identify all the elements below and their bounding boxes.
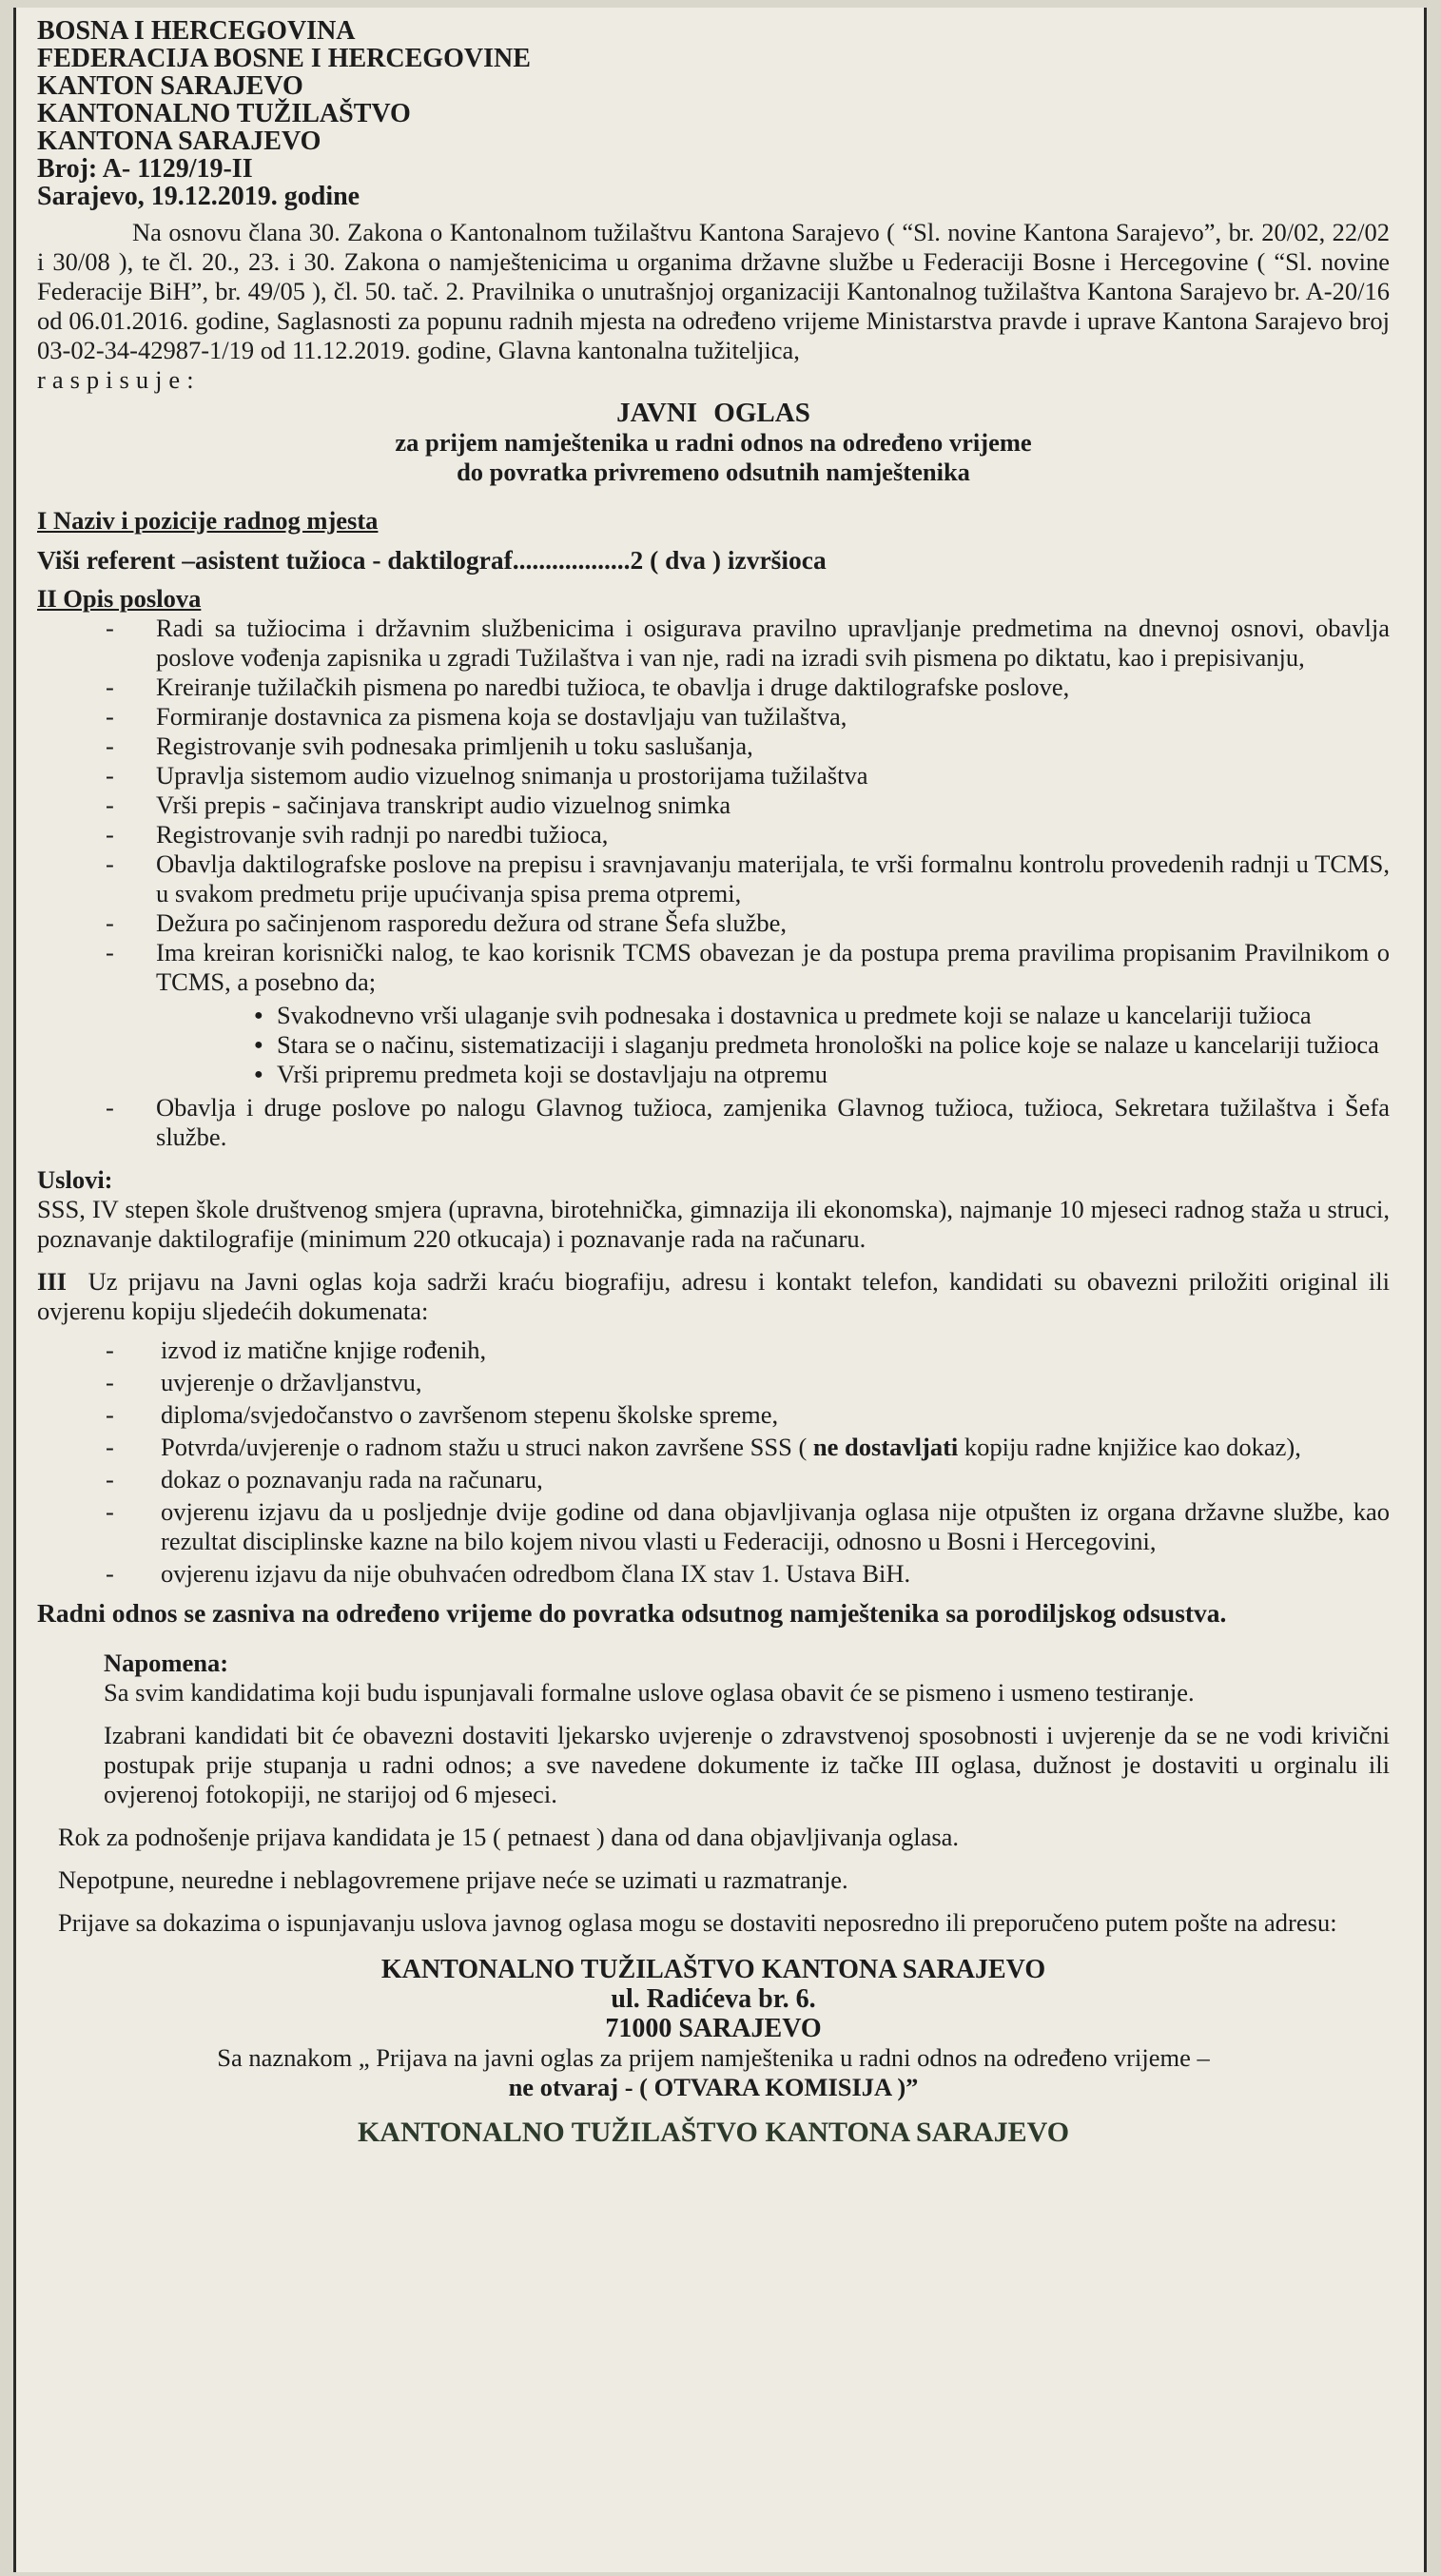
list-item: - izvod iz matične knjige rođenih, <box>37 1336 1390 1365</box>
incomplete-notice: Nepotpune, neuredne i neblagovremene prijave neće se uzimati u razmatranje. <box>58 1865 848 1894</box>
header-federation: FEDERACIJA BOSNE I HERCEGOVINE <box>37 44 531 73</box>
list-item: - Registrovanje svih podnesaka primljenih u toku saslušanja, <box>37 732 1390 761</box>
mailing-address <box>37 1955 1390 2043</box>
address-line-3: 71000 SARAJEVO <box>605 2014 822 2043</box>
list-item: - Upravlja sistemom audio vizuelnog snimanja u prostorijama tužilaštva <box>37 761 1390 790</box>
address-line-2: ul. Radićeva br. 6. <box>611 1984 816 2014</box>
header-country: BOSNA I HERCEGOVINA <box>37 16 356 46</box>
header-canton: KANTON SARAJEVO <box>37 71 303 101</box>
tcms-bullet-list <box>37 1001 1390 1089</box>
list-item: - Registrovanje svih radnji po naredbi tužioca, <box>37 820 1390 849</box>
list-item: - ovjerenu izjavu da nije obuhvaćen odredbom člana IX stav 1. Ustava BiH. <box>37 1559 1390 1589</box>
address-line-1: KANTONALNO TUŽILAŠTVO KANTONA SARAJEVO <box>380 1955 1046 1984</box>
document-date: Sarajevo, 19.12.2019. godine <box>37 182 360 211</box>
envelope-marking-line-2: ne otvaraj - ( OTVARA KOMISIJA )” <box>508 2073 919 2101</box>
notice-title-main: JAVNI OGLAS <box>616 398 810 428</box>
notice-title <box>37 399 1390 487</box>
raspisuje: raspisuje: <box>37 365 201 394</box>
document-number: Broj: A- 1129/19-II <box>37 154 253 184</box>
list-item: ● Vrši pripremu predmeta koji se dostavljaju na otpremu <box>37 1060 1390 1089</box>
section-3-intro: III Uz prijavu na Javni oglas koja sadrži kraću biografiju, adresu i kontakt telefon, kandidati su obavezni priložiti original ili ovjerenu kopiju sljedećih dokumenata: <box>37 1267 1390 1325</box>
list-item: - Radi sa tužiocima i državnim službenicima i osigurava pravilno upravljanje predmetima na dnevnoj osnovi, obavlja poslove vođenja zapisnika u zgradi Tužilaštva i van nje, radi na izradi svih pismena po diktatu, kao i prepisivanju, <box>37 614 1390 673</box>
duties-list <box>37 614 1390 997</box>
duties-list-last <box>37 1093 1390 1152</box>
envelope-marking-line-1: Sa naznakom „ Prijava na javni oglas za prijem namještenika u radni odnos na određeno vrijeme – <box>217 2043 1210 2072</box>
list-item: - Dežura po sačinjenom rasporedu dežura od strane Šefa službe, <box>37 908 1390 938</box>
napomena-block <box>37 1649 1390 1809</box>
napomena-heading: Napomena: <box>104 1649 229 1677</box>
footer-office-name: KANTONALNO TUŽILAŠTVO KANTONA SARAJEVO <box>357 2117 1070 2148</box>
document-header <box>37 17 1390 210</box>
list-item: - Obavlja daktilografske poslove na prepisu i sravnjavanju materijala, te vrši formalnu kontrolu provedenih radnji u TCMS, u svakom predmetu prije upućivanja spisa prema otpremi, <box>37 849 1390 908</box>
napomena-testing: Sa svim kandidatima koji budu ispunjavali formalne uslove oglasa obavit će se pismeno i usmeno testiranje. <box>104 1678 1195 1707</box>
list-item: - Kreiranje tužilačkih pismena po naredbi tužioca, te obavlja i druge daktilografske poslove, <box>37 673 1390 702</box>
header-office-canton: KANTONA SARAJEVO <box>37 127 321 156</box>
intro-paragraph: Na osnovu člana 30. Zakona o Kantonalnom tužilaštvu Kantona Sarajevo ( “Sl. novine Kantona Sarajevo”, br. 20/02, 22/02 i 30/08 ), te čl. 20., 23. i 30. Zakona o namještenicima u organima državne službe u Federaciji Bosne i Hercegovine ( “Sl. novine Federacije BiH”, br. 49/05 ), čl. 50. tač. 2. Pravilnika o unutrašnjoj organizaciji Kantonalnog tužilaštva Kantona Sarajevo br. A-20/16 od 06.01.2016. godine, Saglasnosti za popunu radnih mjesta na određeno vrijeme Ministarstva pravde i uprave Kantona Sarajevo broj 03-02-34-42987-1/19 od 11.12.2019. godine, Glavna kantonalna tužiteljica, <box>37 218 1390 364</box>
list-item: - ovjerenu izjavu da u posljednje dvije godine od dana objavljivanja oglasa nije otpušten iz organa državne službe, kao rezultat disciplinske kazne na bilo kojem nivou vlasti u Federaciji, odnosno u Bosni i Hercegovini, <box>37 1497 1390 1556</box>
list-item: - dokaz o poznavanju rada na računaru, <box>37 1465 1390 1494</box>
notice-subtitle-2: do povratka privremeno odsutnih namještenika <box>457 458 970 486</box>
uslovi-text: SSS, IV stepen škole društvenog smjera (upravna, birotehnička, gimnazija ili ekonomska), najmanje 10 mjeseci radnog staža u struci, poznavanje daktilografije (minimum 220 otkucaja) i poznavanje rada na računaru. <box>37 1195 1390 1253</box>
list-item: - Formiranje dostavnica za pismena koja se dostavljaju van tužilaštva, <box>37 702 1390 732</box>
section-1-heading: I Naziv i pozicije radnog mjesta <box>37 506 379 535</box>
closing-block <box>37 1823 1390 1938</box>
submission-text: Prijave sa dokazima o ispunjavanju uslova javnog oglasa mogu se dostaviti neposredno ili preporučeno putem pošte na adresu: <box>58 1908 1337 1937</box>
employment-terms: Radni odnos se zasniva na određeno vrijeme do povratka odsutnog namještenika sa porodiljskog odsustva. <box>37 1598 1227 1628</box>
list-item: - diploma/svjedočanstvo o završenom stepenu školske spreme, <box>37 1400 1390 1430</box>
napomena-documents: Izabrani kandidati bit će obavezni dostaviti ljekarsko uvjerenje o zdravstvenoj sposobnosti i uvjerenje da se ne vodi krivični postupak prije stupanja u radni odnos; a sve navedene dokumente iz tačke III oglasa, dužnost je dostaviti u orginalu ili ovjerenoj fotokopiji, ne starijoj od 6 mjeseci. <box>104 1721 1390 1808</box>
section-2-heading: II Opis poslova <box>37 584 202 613</box>
list-item: - Ima kreiran korisnički nalog, te kao korisnik TCMS obavezan je da postupa prema pravilima propisanim Pravilnikom o TCMS, a posebno da; <box>37 938 1390 997</box>
list-item: - Obavlja i druge poslove po nalogu Glavnog tužioca, zamjenika Glavnog tužioca, tužioca, Sekretara tužilaštva i Šefa službe. <box>37 1093 1390 1152</box>
section-3-label: III <box>37 1267 67 1296</box>
uslovi-heading: Uslovi: <box>37 1165 113 1194</box>
documents-list <box>37 1336 1390 1589</box>
list-item: - uvjerenje o državljanstvu, <box>37 1368 1390 1397</box>
list-item: ● Svakodnevno vrši ulaganje svih podnesaka i dostavnica u predmete koji se nalaze u kancelariji tužioca <box>37 1001 1390 1030</box>
header-office: KANTONALNO TUŽILAŠTVO <box>37 99 411 128</box>
envelope-marking <box>37 2043 1390 2102</box>
deadline-text: Rok za podnošenje prijava kandidata je 15 ( petnaest ) dana od dana objavljivanja oglasa. <box>58 1823 960 1851</box>
list-item: ● Stara se o načinu, sistematizaciji i slaganju predmeta hronološki na police koje se nalaze u kancelariji tužioca <box>37 1030 1390 1060</box>
position-title: Viši referent –asistent tužioca - daktilograf..................2 ( dva ) izvršioca <box>37 545 827 575</box>
list-item: - Potvrda/uvjerenje o radnom stažu u struci nakon završene SSS ( ne dostavljati kopiju radne knjižice kao dokaz), <box>37 1433 1390 1462</box>
notice-subtitle-1: za prijem namještenika u radni odnos na određeno vrijeme <box>395 428 1032 457</box>
document-page <box>13 8 1427 2572</box>
list-item: - Vrši prepis - sačinjava transkript audio vizuelnog snimka <box>37 790 1390 820</box>
